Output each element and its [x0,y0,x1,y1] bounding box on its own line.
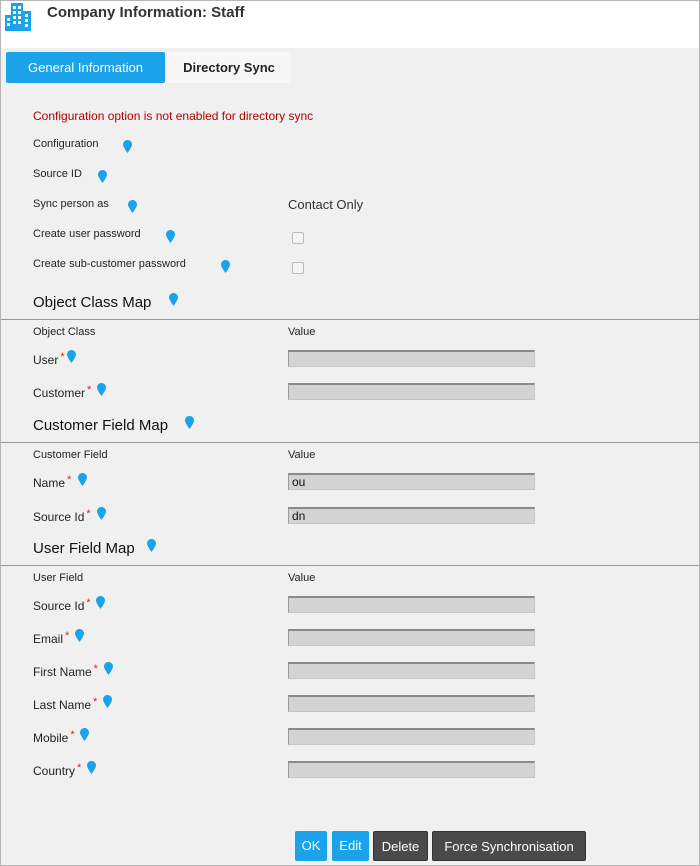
create-user-password-label: Create user password [33,228,141,240]
sync-person-label: Sync person as [33,198,109,210]
tab-general-information[interactable]: General Information [6,52,165,83]
delete-button[interactable]: Delete [373,831,428,861]
customer-field-label: Customer * [33,384,92,400]
email-label: Email * [33,630,70,646]
info-pin-icon[interactable] [97,507,106,520]
page-title: Company Information: Staff [47,4,245,21]
info-pin-icon[interactable] [166,230,175,243]
user-field-col-header: User Field [33,572,84,584]
name-input[interactable]: ou [288,473,535,490]
create-user-password-checkbox[interactable] [292,232,304,244]
customer-field-col-header: Customer Field [33,449,108,461]
value-col-header: Value [288,449,316,461]
info-pin-icon[interactable] [103,695,112,708]
source-id-label: Source ID [33,168,82,180]
info-pin-icon[interactable] [75,629,84,642]
info-pin-icon[interactable] [128,200,137,213]
info-pin-icon[interactable] [97,383,106,396]
info-pin-icon[interactable] [96,596,105,609]
mobile-input[interactable] [288,728,535,745]
tab-directory-sync[interactable]: Directory Sync [167,52,291,83]
section-divider [1,442,699,443]
info-pin-icon[interactable] [80,728,89,741]
section-divider [1,565,699,566]
first-name-input[interactable] [288,662,535,679]
info-pin-icon[interactable] [185,416,194,429]
mobile-label: Mobile * [33,729,75,745]
object-class-col-header: Object Class [33,326,96,338]
info-pin-icon[interactable] [87,761,96,774]
info-pin-icon[interactable] [104,662,113,675]
create-subcustomer-password-label: Create sub-customer password [33,258,186,270]
info-pin-icon[interactable] [67,350,76,363]
user-source-id-input[interactable] [288,596,535,613]
user-field-map-title: User Field Map [33,540,135,557]
section-divider [1,319,699,320]
user-field-label: User * [33,351,65,367]
info-pin-icon[interactable] [169,293,178,306]
building-icon [5,3,31,31]
info-pin-icon[interactable] [147,539,156,552]
last-name-input[interactable] [288,695,535,712]
sync-person-value: Contact Only [288,197,364,212]
customer-source-id-input[interactable]: dn [288,507,535,524]
info-pin-icon[interactable] [123,140,132,153]
customer-field-map-title: Customer Field Map [33,417,169,434]
source-id-field-label: Source Id * [33,508,91,524]
edit-button[interactable]: Edit [332,831,369,861]
first-name-label: First Name * [33,663,98,679]
value-col-header: Value [288,572,316,584]
create-subcustomer-password-checkbox[interactable] [292,262,304,274]
ok-button[interactable]: OK [295,831,327,861]
value-col-header: Value [288,326,316,338]
page-header [1,1,699,48]
country-input[interactable] [288,761,535,778]
name-field-label: Name * [33,474,72,490]
country-label: Country * [33,762,82,778]
info-pin-icon[interactable] [78,473,87,486]
customer-object-class-input[interactable] [288,383,535,400]
force-synchronisation-button[interactable]: Force Synchronisation [432,831,586,861]
info-pin-icon[interactable] [221,260,230,273]
last-name-label: Last Name * [33,696,98,712]
user-source-id-label: Source Id * [33,597,91,613]
warning-message: Configuration option is not enabled for directory sync [33,109,314,123]
configuration-label: Configuration [33,138,99,150]
user-object-class-input[interactable] [288,350,535,367]
email-input[interactable] [288,629,535,646]
object-class-map-title: Object Class Map [33,294,152,311]
info-pin-icon[interactable] [98,170,107,183]
